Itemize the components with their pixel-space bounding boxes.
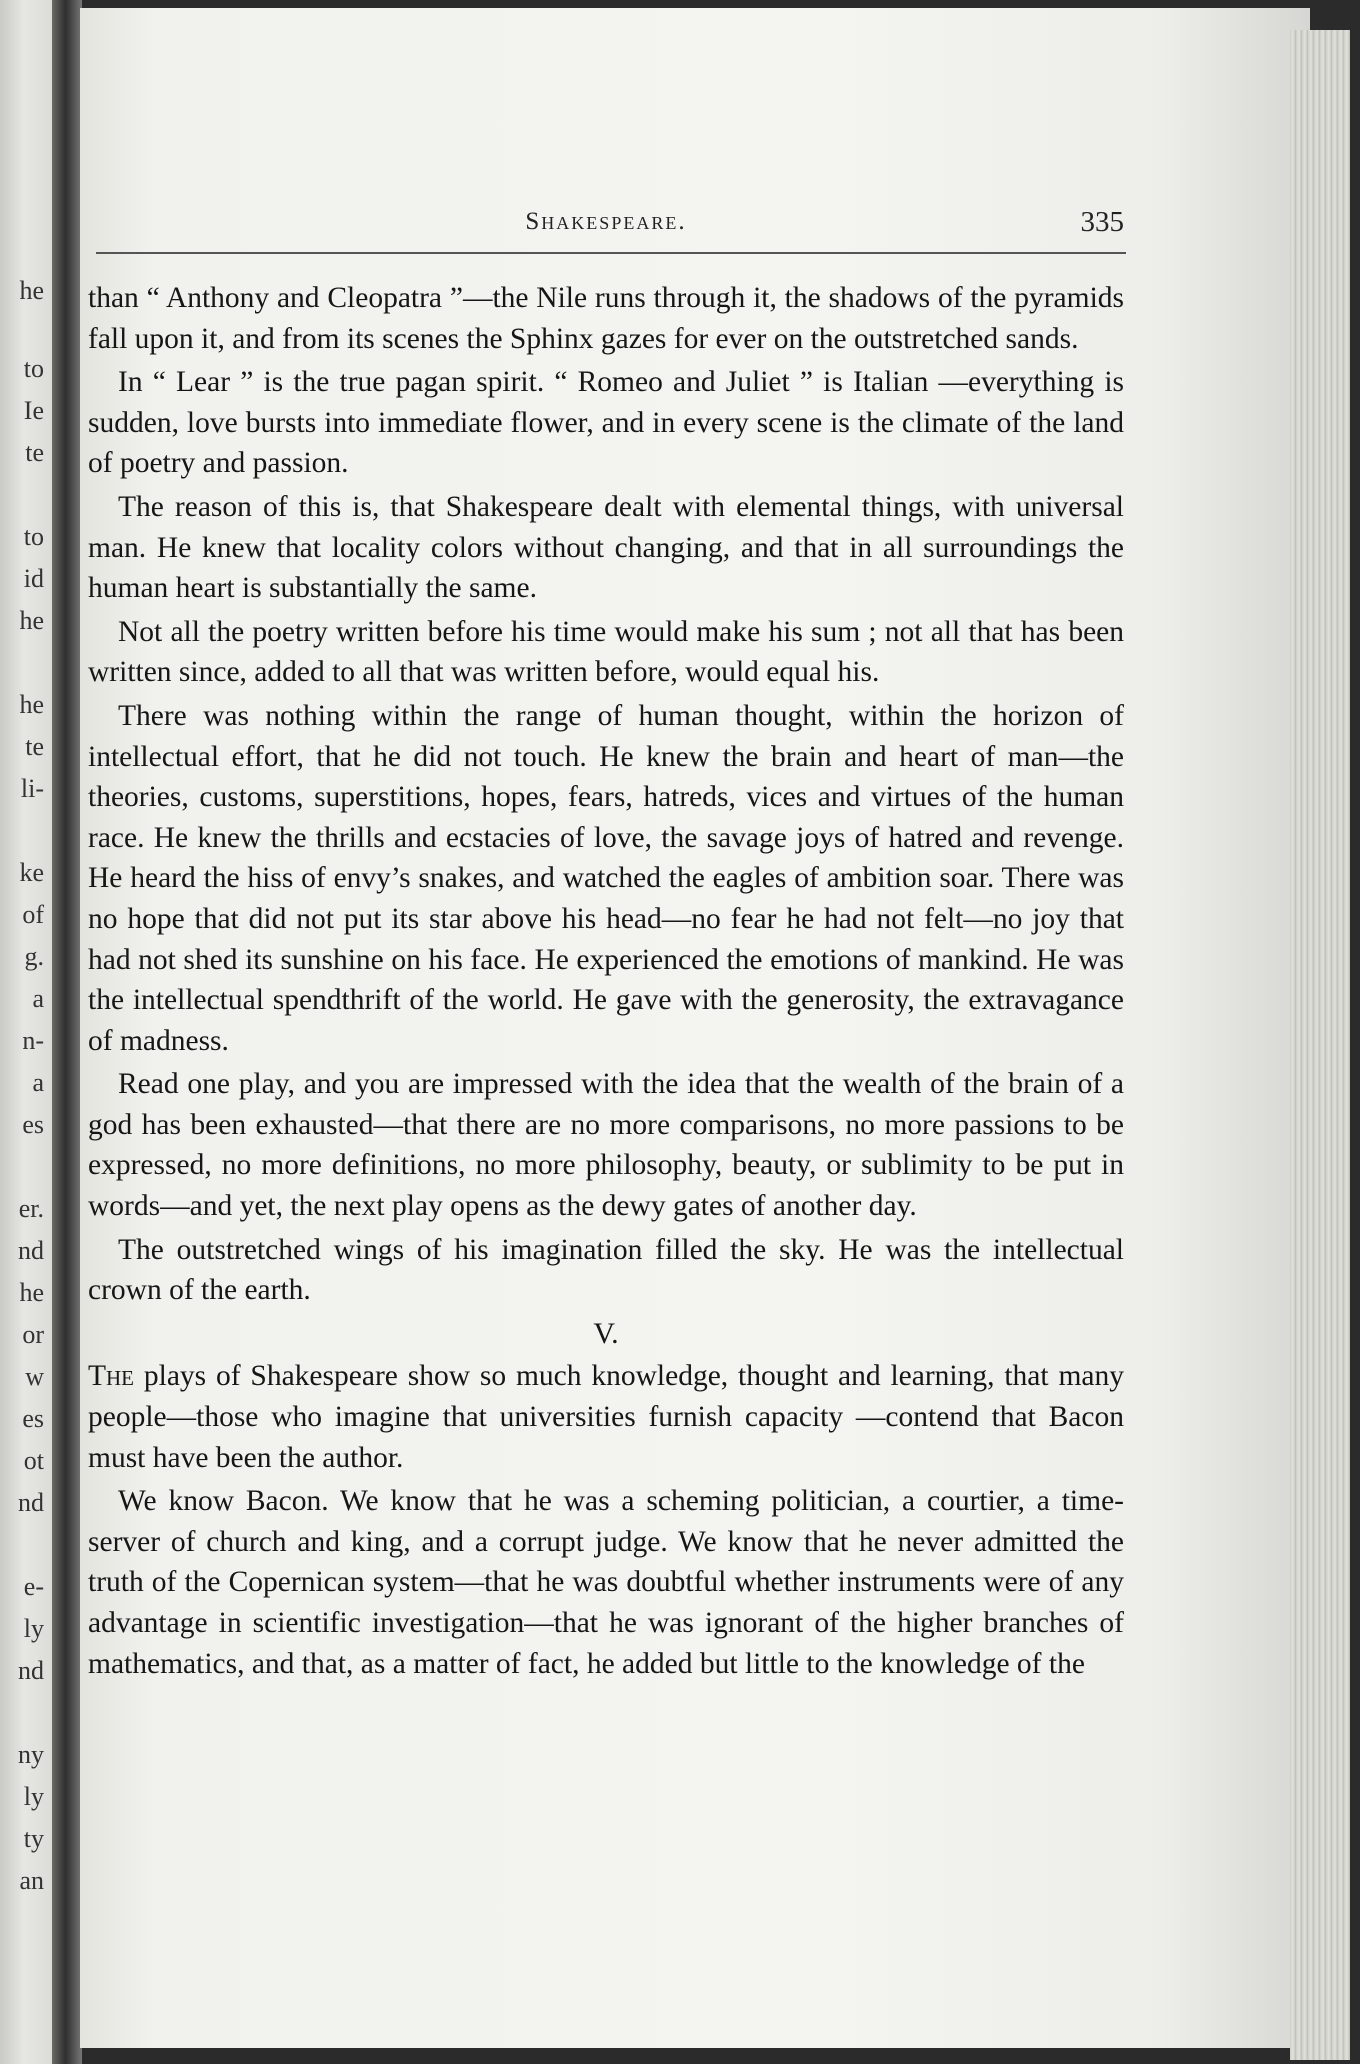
facing-page-fragments (0, 0, 48, 2064)
page-number: 335 (1080, 206, 1124, 238)
margin-fragment: li- (20, 774, 44, 803)
section-first-paragraph-text: plays of Shakespeare show so much knowledge, thought and learning, that many people—those who imagine that universities furnish capacity —contend that Bacon must have been the author. (88, 1360, 1124, 1474)
section-numeral: V. (593, 1316, 619, 1350)
margin-fragment: e- (23, 1572, 44, 1601)
paragraph: There was nothing within the range of human thought, within the horizon of intellectual effort, that he did not touch. He knew the brain and heart of man—the theories, customs, superstitions, hopes, fears, hatreds, vices and virtues of the human race. He knew the thrills and ecstacies of love, the savage joys of hatred and revenge. He heard the hiss of envy’s snakes, and watched the eagles of ambition soar. There was no hope that did not put its star above his head—no fear he had not felt—no joy that had not shed its sunshine on his face. He experienced the emotions of mankind. He was the intellectual spendthrift of the world. He gave with the generosity, the extravagance of madness. (88, 699, 1124, 1057)
margin-fragment: w (25, 1362, 44, 1391)
margin-fragment: te (25, 438, 44, 467)
margin-fragment: to (23, 522, 44, 551)
margin-fragment: g. (24, 942, 44, 971)
margin-fragment: ny (18, 1740, 44, 1769)
margin-fragment: nd (18, 1656, 44, 1685)
margin-fragment: to (23, 354, 44, 383)
margin-fragment: te (25, 732, 44, 761)
margin-fragment: nd (18, 1236, 44, 1265)
margin-fragment: he (19, 606, 44, 635)
paragraph: The reason of this is, that Shakespeare dealt with elemental things, with universal man. He knew that locality colors without changing, and that in all surroundings the human heart is substantially the same. (88, 490, 1124, 605)
margin-fragment: an (19, 1866, 44, 1895)
margin-fragment: he (19, 276, 44, 305)
margin-fragment: ke (19, 858, 44, 887)
paragraph: In “ Lear ” is the true pagan spirit. “ Romeo and Juliet ” is Italian —everything is sudden, love bursts into immediate flower, and in every scene is the climate of the land of poetry and passion. (88, 366, 1124, 480)
book-gutter (52, 0, 82, 2064)
paragraph: We know Bacon. We know that he was a scheming politician, a courtier, a time-server of church and king, and a corrupt judge. We know that he never admitted the truth of the Copernican system—that he was doubtful whether instruments were of any advantage in scientific investigation—that he was ignorant of the higher branches of mathematics, and that, as a matter of fact, he added but little to the knowledge of the (88, 1485, 1124, 1680)
section-first-paragraph (88, 1356, 1124, 1478)
paragraph: than “ Anthony and Cleopatra ”—the Nile runs through it, the shadows of the pyramids fall upon it, and from its scenes the Sphinx gazes for ever on the outstretched sands. (88, 282, 1124, 355)
margin-fragment: Ie (23, 396, 44, 425)
margin-fragment: ot (23, 1446, 44, 1475)
header-rule (96, 252, 1126, 254)
paragraph: Read one play, and you are impressed with the idea that the wealth of the brain of a god has been exhausted—that there are no more comparisons, no more passions to be expressed, no more definitions, no more philosophy, beauty, or sublimity to be put in words—and yet, the next play opens as the dewy gates of another day. (88, 1068, 1124, 1223)
section-first-word: The (88, 1360, 135, 1393)
margin-fragment: es (22, 1110, 44, 1139)
margin-fragment: he (19, 1278, 44, 1307)
margin-fragment: or (22, 1320, 44, 1349)
margin-fragment: he (19, 690, 44, 719)
running-title: Shakespeare. (525, 208, 687, 235)
margin-fragment: a (32, 984, 44, 1013)
margin-fragment: er. (18, 1194, 44, 1223)
margin-fragment: n- (22, 1026, 44, 1055)
margin-fragment: id (23, 564, 44, 593)
margin-fragment: ly (23, 1614, 44, 1643)
margin-fragment: ty (23, 1824, 44, 1853)
margin-fragment: a (32, 1068, 44, 1097)
paragraph: Not all the poetry written before his time would make his sum ; not all that has been written since, added to all that was written before, would equal his. (88, 615, 1124, 689)
page-stack-edge (1290, 30, 1350, 2060)
running-head (88, 200, 1124, 250)
margin-fragment: nd (18, 1488, 44, 1517)
margin-fragment: of (22, 900, 44, 929)
margin-fragment: ly (23, 1782, 44, 1811)
body-text (88, 278, 1124, 1687)
margin-fragment: es (22, 1404, 44, 1433)
paragraph: The outstretched wings of his imagination filled the sky. He was the intellectual crown of the earth. (88, 1233, 1124, 1307)
